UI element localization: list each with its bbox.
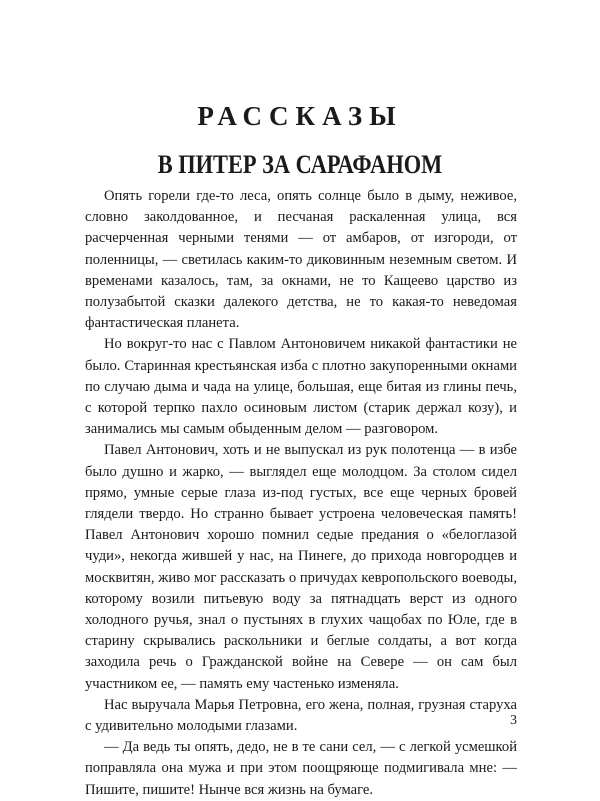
story-body: [85, 186, 517, 801]
page-number: 3: [510, 713, 517, 728]
paragraph: Павел Антонович, хоть и не выпускал из рук полотенца — в избе было душно и жарко, — выглядел еще молодцом. За столом сидел прямо, умные серые глаза из-под густых, все еще черных бровей глядели твердо. Но странно бывает устроена человеческая память! Павел Антонович хорошо помнил седые предания о «белоглазой чуди», некогда жившей у нас, на Пинеге, до прихода новгородцев и москвитян, живо мог рассказать о причудах кевропольского воеводы, которому возили питьевую воду за пятнадцать верст из одного холодного ручья, знал о пустынях в глухих чащобах по Юле, где в старину скрывались раскольники и беглые солдаты, а вот когда заходила речь о Гражданской войне на Севере — он сам был участником ее, — память ему частенько изменяла.: [85, 442, 517, 692]
paragraph: Опять горели где-то леса, опять солнце было в дыму, неживое, словно заколдованное, и песчаная раскаленная улица, вся расчерченная черными тенями — от амбаров, от изгороди, от поленницы, — светилась каким-то диковинным неземным светом. И временами казалось, там, за окнами, не то Кащеево царство из полузабытой сказки далекого детства, не то какая-то неведомая фантастическая планета.: [85, 188, 517, 332]
story-title: В ПИТЕР ЗА САРАФАНОМ: [157, 150, 443, 179]
paragraph: Нас выручала Марья Петровна, его жена, полная, грузная старуха с удивительно молодыми глазами.: [85, 696, 517, 735]
section-title: РАССКАЗЫ: [197, 101, 403, 131]
paragraph: Но вокруг-то нас с Павлом Антоновичем никакой фантастики не было. Старинная крестьянская изба с плотно закупоренными окнами по случаю дыма и чада на улице, большая, еще битая из глины печь, с которой терпко пахло осиновым листом (старик держал козу), и занимались мы самым обыденным делом — разговором.: [85, 336, 517, 438]
paragraph: — Да ведь ты опять, дедо, не в те сани сел, — с легкой усмешкой поправляла она мужа и при этом поощряюще подмигивала мне: — Пишите, пишите! Нынче вся жизнь на бумаге.: [85, 739, 517, 798]
